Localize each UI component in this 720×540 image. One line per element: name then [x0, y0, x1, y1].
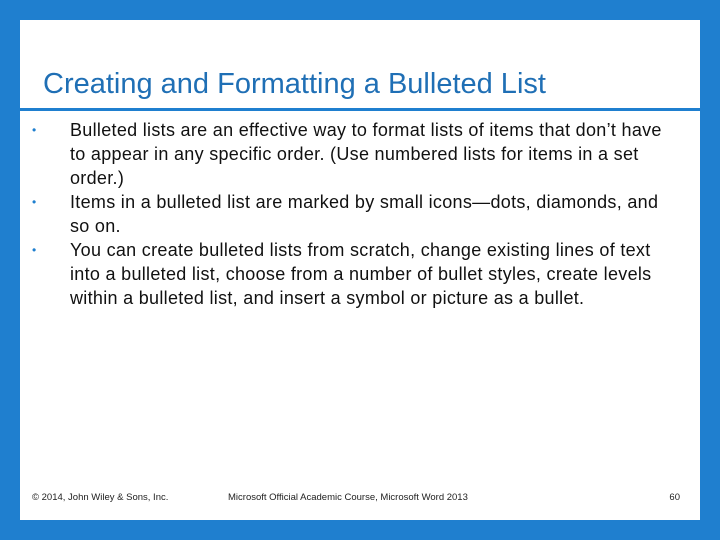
bullet-dot-icon: • [32, 123, 37, 137]
bullet-text: Bulleted lists are an effective way to format lists of items that don’t have to appear in any specific order. (Use numbered lists for items in a set order.) [70, 120, 662, 188]
bullet-dot-icon: • [32, 243, 37, 257]
list-item [32, 190, 682, 238]
bullet-text: Items in a bulleted list are marked by small icons—dots, diamonds, and so on. [70, 192, 659, 236]
slide [20, 20, 700, 520]
title-divider [20, 108, 700, 111]
footer-course: Microsoft Official Academic Course, Microsoft Word 2013 [228, 492, 468, 503]
bullet-list [32, 118, 682, 310]
bullet-dot-icon: • [32, 195, 37, 209]
footer-page-number: 60 [669, 492, 680, 503]
list-item [32, 118, 682, 190]
bullet-text: You can create bulleted lists from scratch, change existing lines of text into a bulleted list, choose from a number of bullet styles, create levels within a bulleted list, and insert a symbol or picture as a bullet. [70, 240, 652, 308]
list-item [32, 238, 682, 310]
slide-title: Creating and Formatting a Bulleted List [43, 68, 546, 100]
footer-copyright: © 2014, John Wiley & Sons, Inc. [32, 492, 169, 503]
